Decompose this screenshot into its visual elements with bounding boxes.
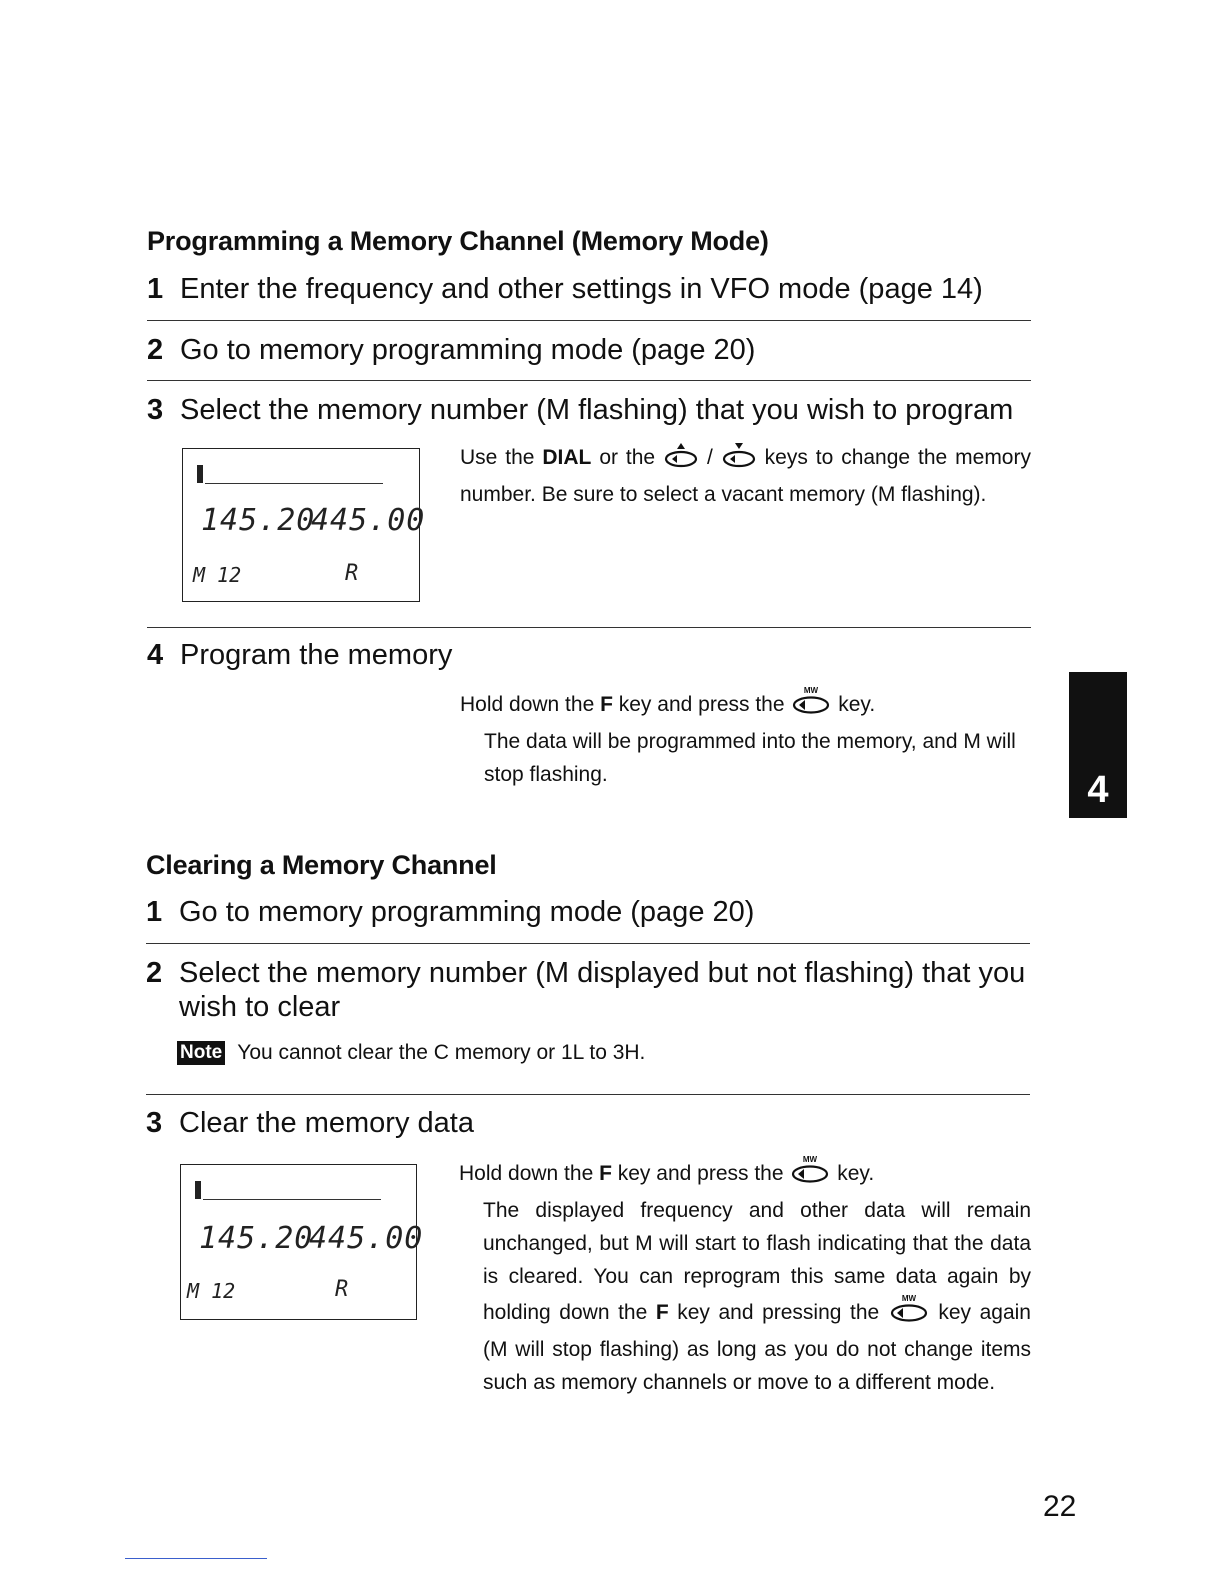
svg-text:MW: MW bbox=[901, 1294, 916, 1303]
step-1-programming bbox=[147, 273, 1037, 306]
mw-key-icon bbox=[790, 685, 832, 725]
step-text: Enter the frequency and other settings in VFO mode (page 14) bbox=[180, 273, 983, 305]
lcd-display-illustration-clear bbox=[180, 1164, 424, 1320]
step-number: 4 bbox=[147, 639, 164, 671]
lcd-frequency-left: 145.20 bbox=[201, 503, 316, 538]
divider bbox=[147, 320, 1031, 321]
svg-text:MW: MW bbox=[803, 1155, 818, 1164]
step-2-clearing bbox=[146, 956, 1036, 1024]
dial-label: DIAL bbox=[542, 446, 592, 469]
step-3-clearing bbox=[146, 1107, 1036, 1140]
step-3-programming bbox=[147, 394, 1037, 427]
step-2-programming bbox=[147, 334, 1037, 367]
lcd-line bbox=[203, 1199, 381, 1200]
step-3-description: Use the DIAL or the / keys to change the memory number. Be sure to select a vacant memory (M flashing). bbox=[460, 441, 1031, 511]
chapter-tab: 4 bbox=[1069, 672, 1127, 818]
step-number: 3 bbox=[147, 394, 164, 426]
step-4-instruction: Hold down the F key and press the MW key. bbox=[460, 685, 1031, 725]
mw-key-icon bbox=[888, 1293, 930, 1333]
step-text: Program the memory bbox=[180, 639, 453, 671]
lcd-repeater-indicator: R bbox=[345, 561, 359, 586]
lcd-frequency-right: 445.00 bbox=[311, 503, 426, 538]
footer-line bbox=[125, 1558, 267, 1559]
step-text: Select the memory number (M displayed but not flashing) that you wish to clear bbox=[179, 957, 1026, 1023]
f-key-label: F bbox=[655, 1301, 669, 1324]
lcd-cursor-block bbox=[197, 465, 203, 483]
page-number: 22 bbox=[1043, 1490, 1077, 1523]
step-number: 3 bbox=[146, 1107, 163, 1139]
step-text: Select the memory number (M flashing) that you wish to program bbox=[180, 394, 1014, 426]
step-number: 2 bbox=[147, 334, 164, 366]
divider bbox=[147, 627, 1031, 628]
divider bbox=[146, 1094, 1030, 1095]
divider bbox=[146, 943, 1030, 944]
note-badge: Note bbox=[177, 1041, 225, 1065]
step-text: Go to memory programming mode (page 20) bbox=[180, 334, 756, 366]
lcd-frequency-right: 445.00 bbox=[309, 1221, 424, 1256]
step-number: 1 bbox=[147, 273, 164, 305]
note bbox=[177, 1041, 645, 1065]
note-text: You cannot clear the C memory or 1L to 3H. bbox=[237, 1041, 646, 1064]
step-text: Clear the memory data bbox=[179, 1107, 474, 1139]
step-4-programming bbox=[147, 639, 1037, 672]
mw-key-icon bbox=[789, 1154, 831, 1194]
lcd-memory-channel: M 12 bbox=[187, 1279, 236, 1303]
divider bbox=[147, 380, 1031, 381]
up-arrow-key-icon bbox=[663, 442, 699, 478]
lcd-memory-channel: M 12 bbox=[193, 563, 242, 587]
step-4-detail: The data will be programmed into the memory, and M will stop flashing. bbox=[484, 730, 1016, 786]
down-arrow-key-icon bbox=[721, 442, 757, 478]
section-heading-clearing: Clearing a Memory Channel bbox=[146, 850, 497, 880]
svg-text:MW: MW bbox=[804, 686, 819, 695]
f-key-label: F bbox=[599, 1162, 612, 1185]
lcd-cursor-block bbox=[195, 1181, 201, 1199]
step-3-clear-detail: The displayed frequency and other data will remain unchanged, but M will start to flash indicating that the data is cleared. You can reprogram this same data again by holding down the F key and pressing the MW key again (M will stop flashing) as long as you do not change items such as memory channels or move to a different mode. bbox=[483, 1199, 1031, 1394]
step-3-clear-instruction: Hold down the F key and press the MW key. bbox=[459, 1154, 1031, 1194]
step-3-clear-description bbox=[459, 1154, 1031, 1399]
step-number: 2 bbox=[146, 957, 163, 989]
lcd-display-illustration bbox=[182, 448, 426, 602]
lcd-line bbox=[205, 483, 383, 484]
step-number: 1 bbox=[146, 896, 163, 928]
f-key-label: F bbox=[600, 693, 613, 716]
lcd-repeater-indicator: R bbox=[335, 1277, 349, 1302]
lcd-frequency-left: 145.20 bbox=[199, 1221, 314, 1256]
step-text: Go to memory programming mode (page 20) bbox=[179, 896, 755, 928]
section-heading-programming: Programming a Memory Channel (Memory Mode) bbox=[147, 226, 769, 256]
step-1-clearing bbox=[146, 896, 1036, 929]
step-4-description bbox=[460, 685, 1031, 791]
